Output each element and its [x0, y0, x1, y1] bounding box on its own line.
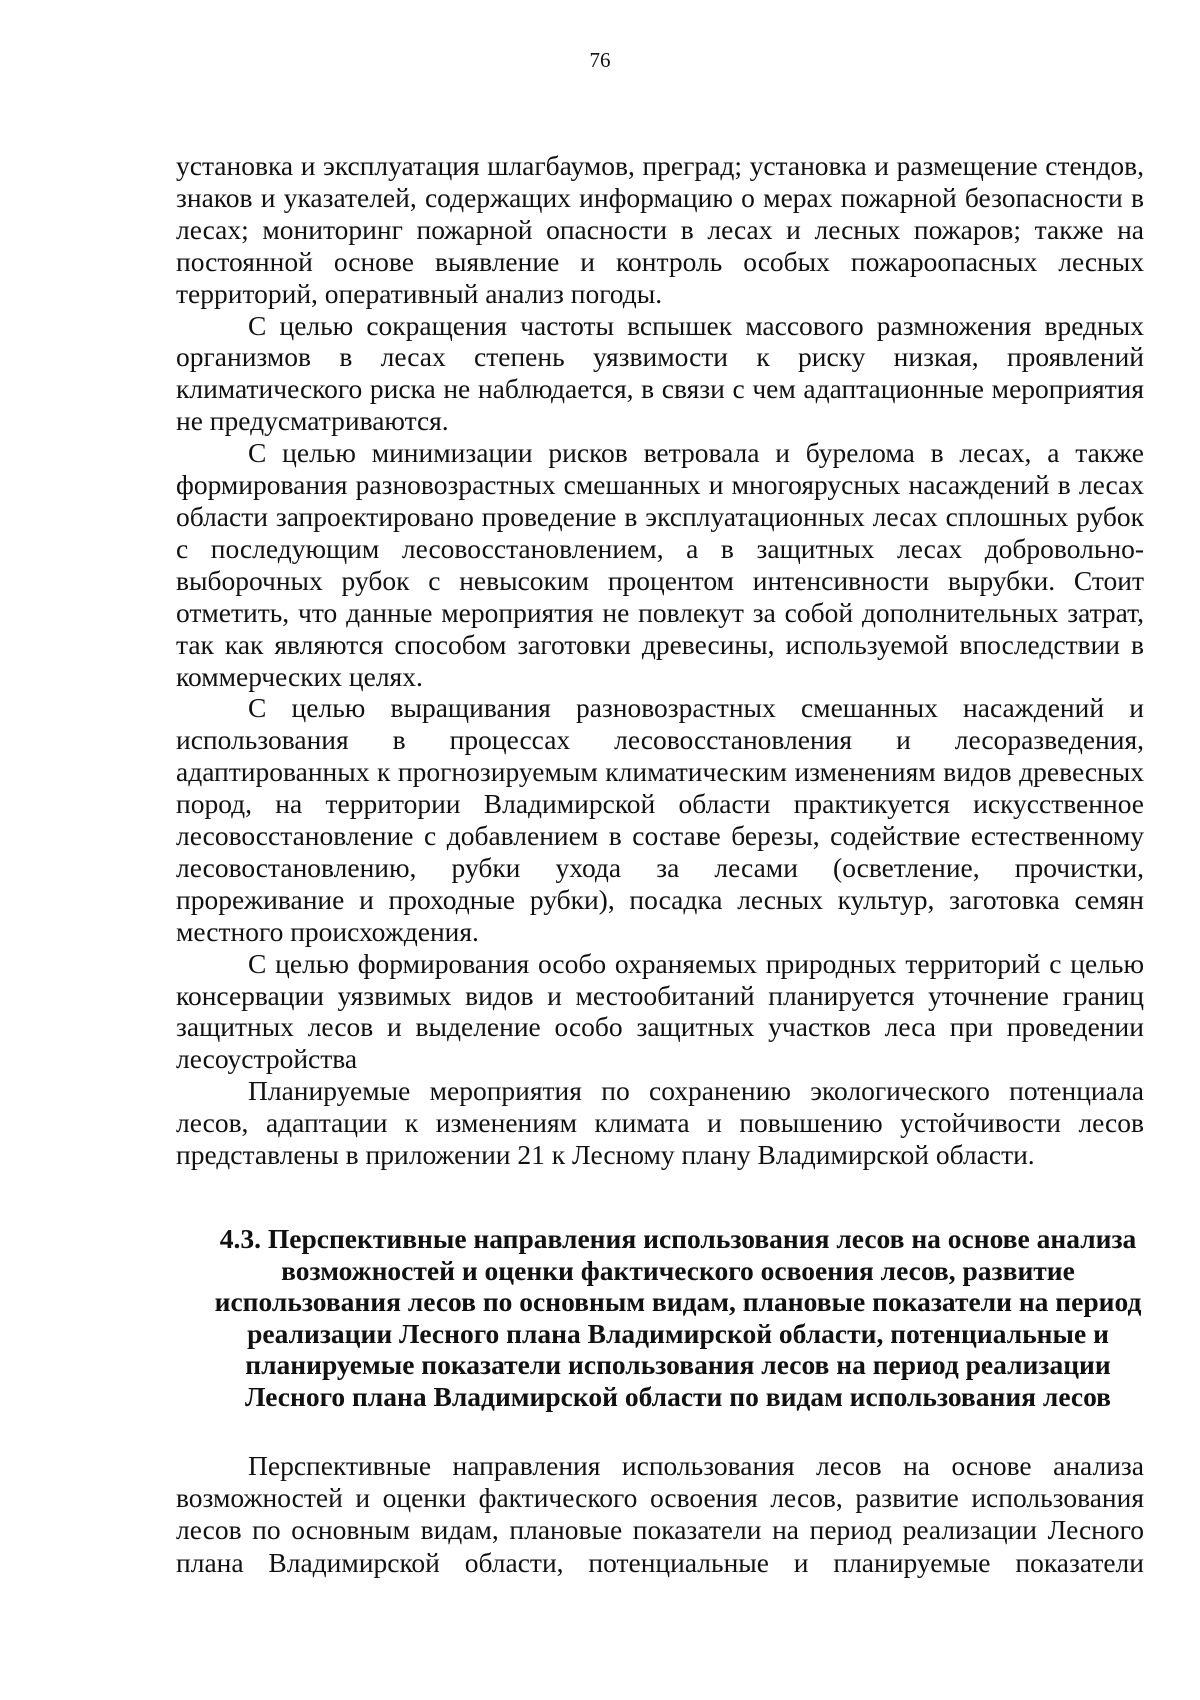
page-number: 76 — [589, 48, 611, 72]
paragraph-pests: С целью сокращения частоты вспышек массового размножения вредных организмов в лесах степень уязвимости к риску низкая, проявлений климатического риска не наблюдается, в связи с чем адаптационные мероприятия не предусматриваются. — [176, 309, 1144, 437]
paragraph-protected-areas: С целью формирования особо охраняемых природных территорий с целью консервации уязвимых видов и местообитаний планируется уточнение границ защитных лесов и выделение особо защитных участков леса при проведении лесоустройства — [176, 947, 1144, 1075]
paragraph-fire-safety-continuation: установка и эксплуатация шлагбаумов, преград; установка и размещение стендов, знаков и указателей, содержащих информацию о мерах пожарной безопасности в лесах; мониторинг пожарной опасности в лесах и лесных пожаров; также на постоянной основе выявление и контроль особых пожароопасных лесных территорий, оперативный анализ погоды. — [176, 150, 1144, 309]
paragraph-mixed-stands: С целью выращивания разновозрастных смешанных насаждений и использования в процессах лесовосстановления и лесоразведения, адаптированных к прогнозируемым климатическим изменениям видов древесных пород, на территории Владимирской области практикуется искусственное лесовосстановление с добавлением в составе березы, содействие естественному лесовостановлению, рубки ухода за лесами (осветление, прочистки, прореживание и проходные рубки), посадка лесных культур, заготовка семян местного происхождения. — [176, 692, 1144, 947]
paragraph-planned-measures: Планируемые мероприятия по сохранению экологического потенциала лесов, адаптации к изменениям климата и повышению устойчивости лесов представлены в приложении 21 к Лесному плану Владимирской области. — [176, 1075, 1144, 1171]
section-body — [176, 1450, 1144, 1579]
paragraph-windfall: С целью минимизации рисков ветровала и бурелома в лесах, а также формирования разновозрастных смешанных и многоярусных насаждений в лесах области запроектировано проведение в эксплуатационных лесах сплошных рубок с последующим лесовосстановлением, а в защитных лесах добровольно-выборочных рубок с невысоким процентом интенсивности вырубки. Стоит отметить, что данные мероприятия не повлекут за собой дополнительных затрат, так как являются способом заготовки древесины, используемой впоследствии в коммерческих целях. — [176, 437, 1144, 692]
body-text — [176, 150, 1144, 1171]
section-heading: 4.3. Перспективные направления использования лесов на основе анализа возможностей и оценки фактического освоения лесов, развитие использования лесов по основным видам, плановые показатели на период реализации Лесного плана Владимирской области, потенциальные и планируемые показатели использования лесов на период реализации Лесного плана Владимирской области по видам использования лесов — [214, 1223, 1142, 1412]
paragraph-section-intro: Перспективные направления использования лесов на основе анализа возможностей и оценки фактического освоения лесов, развитие использования лесов по основным видам, плановые показатели на период реализации Лесного плана Владимирской области, потенциальные и планируемые показатели — [176, 1450, 1144, 1578]
